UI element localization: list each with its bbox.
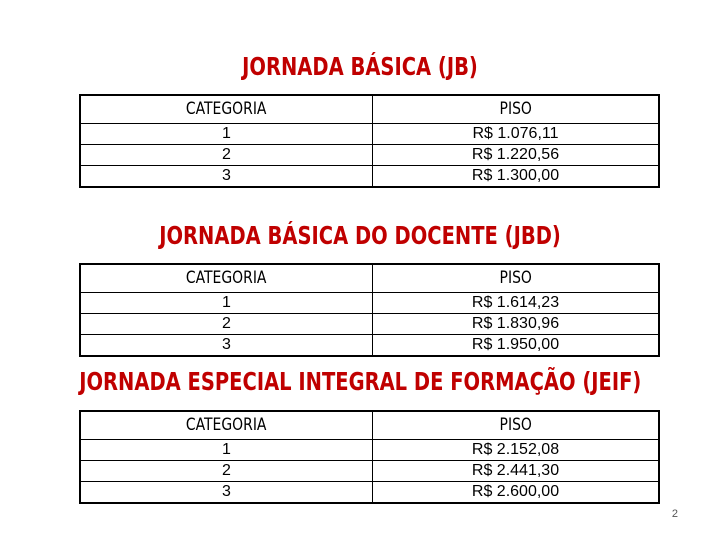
table-row: [80, 461, 659, 482]
column-header-categoria: CATEGORIA: [80, 411, 373, 440]
cell-categoria: 3: [222, 336, 231, 353]
cell-piso: R$ 2.441,30: [373, 461, 660, 482]
column-header-piso: PISO: [373, 95, 660, 124]
cell-piso: R$ 1.950,00: [373, 335, 660, 357]
table-row: [80, 166, 659, 188]
table-row: [80, 482, 659, 504]
table-row: [80, 124, 659, 145]
cell-categoria: 2: [80, 461, 373, 482]
table-row: [80, 440, 659, 461]
table-jb: [79, 94, 660, 188]
cell-categoria: 2: [80, 145, 373, 166]
cell-piso: R$ 1.614,23: [373, 293, 660, 314]
table-row: [80, 145, 659, 166]
table-header-row: [80, 264, 659, 293]
table-header-row: [80, 411, 659, 440]
cell-categoria: 1: [80, 440, 373, 461]
column-header-categoria: CATEGORIA: [80, 264, 373, 293]
cell-categoria: 3: [222, 483, 231, 500]
section-title-jeif: JORNADA ESPECIAL INTEGRAL DE FORMAÇÃO (JEIF): [79, 367, 642, 396]
column-header-categoria: CATEGORIA: [80, 95, 373, 124]
cell-piso: R$ 1.830,96: [373, 314, 660, 335]
cell-categoria: 2: [80, 314, 373, 335]
table-jeif: [79, 410, 660, 504]
cell-categoria: 1: [80, 293, 373, 314]
table-jbd: [79, 263, 660, 357]
table-header-row: [80, 95, 659, 124]
table-row: [80, 335, 659, 357]
column-header-piso: PISO: [373, 411, 660, 440]
section-title-jbd: JORNADA BÁSICA DO DOCENTE (JBD): [159, 221, 561, 250]
cell-piso: R$ 2.600,00: [373, 482, 660, 504]
table-row: [80, 293, 659, 314]
cell-piso: R$ 1.300,00: [373, 166, 660, 188]
section-title-jb: JORNADA BÁSICA (JB): [242, 52, 478, 81]
cell-piso: R$ 2.152,08: [373, 440, 660, 461]
cell-piso: R$ 1.220,56: [373, 145, 660, 166]
table-row: [80, 314, 659, 335]
cell-categoria: 1: [80, 124, 373, 145]
page-number: 2: [671, 508, 678, 520]
cell-piso: R$ 1.076,11: [373, 124, 660, 145]
column-header-piso: PISO: [373, 264, 660, 293]
cell-categoria: 3: [222, 167, 231, 184]
